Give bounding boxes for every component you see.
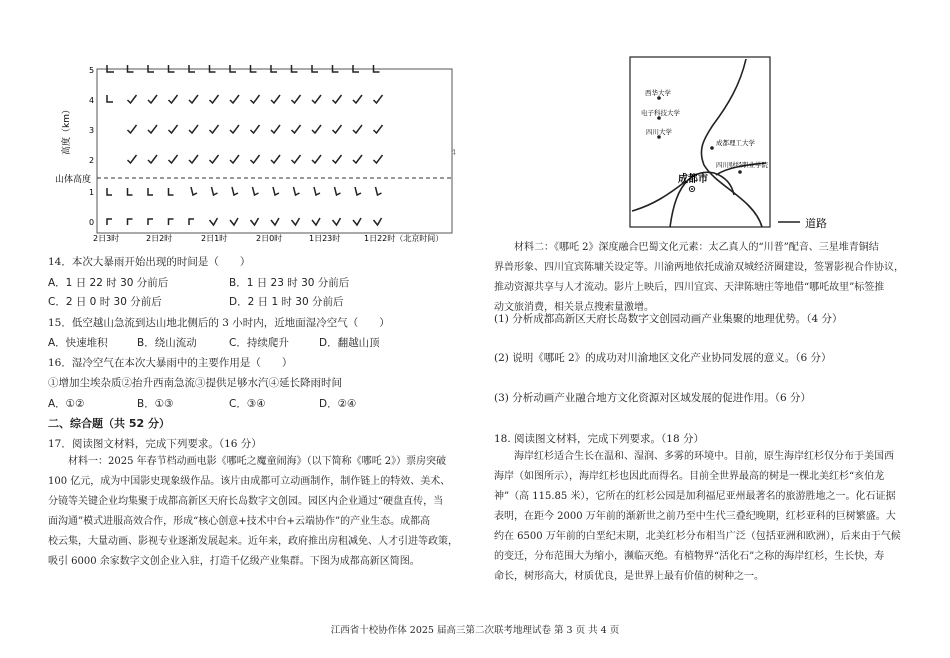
x-tick-label: 2日1时	[201, 234, 228, 243]
y-tick-label: 2	[89, 156, 95, 165]
q17-material2-line: 动文旅消费，相关景点搜索量激增。	[494, 302, 654, 313]
q18-material-line: 海岸（如图所示），海岸红杉也因此而得名。目前全世界最高的树是一棵北美红杉“亥伯龙	[494, 471, 885, 482]
wind-barb	[128, 95, 137, 103]
q15-option-b: B．绕山流动	[137, 337, 197, 349]
wind-barb	[212, 187, 218, 195]
q17-material1	[48, 452, 458, 572]
wind-barb	[333, 95, 342, 103]
wind-barb	[251, 155, 260, 163]
university-dot	[738, 170, 742, 174]
wind-barb	[169, 95, 178, 103]
wind-barb	[210, 125, 219, 133]
wind-barb	[107, 188, 112, 195]
q16-option-a: A．①②	[48, 398, 85, 410]
wind-barb	[189, 155, 198, 163]
y-axis-label: 高度（km）	[62, 105, 72, 155]
page-footer: 江西省十校协作体 2025 届高三第二次联考地理试卷 第 3 页 共 4 页	[330, 625, 620, 636]
wind-barb	[148, 125, 157, 133]
wind-barb	[335, 187, 341, 195]
wind-barb	[251, 218, 259, 225]
wind-barb	[230, 218, 238, 225]
q17-material2	[494, 238, 914, 318]
wind-barb	[292, 125, 301, 133]
wind-barb	[355, 187, 361, 195]
q17-material1-line: 材料一：2025 年春节档动画电影《哪吒之魔童闹海》（以下简称《哪吒 2》）票房突破	[68, 456, 447, 467]
wind-barb	[374, 95, 383, 103]
q15-option-c: C．持续爬升	[229, 337, 289, 349]
wind-barb	[169, 188, 174, 195]
wind-barb	[191, 187, 197, 195]
wind-barb	[374, 155, 383, 163]
wind-barb	[374, 125, 383, 133]
q17-material2-line: 推动资源共享与人才流动。影片上映后，四川宜宾、天津陈塘庄等地借“哪吒故里”标签推	[494, 282, 885, 293]
wind-barb	[271, 155, 280, 163]
wind-barb	[353, 95, 362, 103]
wind-barb	[333, 218, 341, 225]
wind-barb	[312, 125, 321, 133]
q17-sub3: (3) 分析动画产业融合地方文化资源对区域发展的促进作用。（6 分）	[494, 392, 811, 404]
wind-barb	[333, 155, 342, 163]
wind-barb	[230, 125, 239, 133]
wind-barb	[107, 95, 113, 102]
wind-barb	[189, 219, 194, 225]
x-tick-label: 2日3时	[93, 234, 120, 243]
q16-items: ①增加尘埃杂质②抬升西南急流③提供足够水汽④延长降雨时间	[48, 377, 342, 389]
map-label-finance: 四川财经职业学院	[716, 161, 768, 169]
x-tick-label: 2日0时	[256, 234, 283, 243]
wind-barb	[210, 218, 218, 225]
wind-barb	[292, 218, 300, 225]
map-city-label: 成都市	[678, 174, 708, 185]
wind-barb	[169, 219, 174, 225]
q17-sub2: (2) 说明《哪吒 2》的成功对川渝地区文化产业协同发展的意义。（6 分）	[494, 352, 832, 364]
q14-option-c: C．2 日 0 时 30 分前后	[48, 296, 162, 308]
x-tick-label: 1日23时	[309, 234, 341, 243]
q18-material-line: 约在 6500 万年前的白垩纪末期，北美红杉分布相当广泛（包括亚洲和欧洲），后来由于气候	[494, 531, 901, 542]
chengdu-map	[628, 55, 868, 235]
q18-material	[494, 447, 914, 587]
y-tick-label: 3	[89, 126, 95, 135]
q15-option-d: D．翻越山顶	[319, 337, 380, 349]
wind-barb	[292, 155, 301, 163]
q17-sub1: (1) 分析成都高新区天府长岛数字文创园动画产业集聚的地理优势。（4 分）	[494, 313, 843, 325]
q17-material1-line: 面沟通”模式进服高效合作，形成“核心创意+技术中台+云端协作”的产业生态。成都高	[48, 516, 431, 527]
wind-barb	[271, 218, 279, 225]
x-ticks	[93, 233, 443, 243]
q17-stem: 17．阅读图文材料，完成下列要求。（16 分）	[48, 438, 262, 450]
wind-barb	[148, 219, 153, 225]
wind-barb	[273, 187, 279, 195]
wind-barb	[251, 95, 260, 103]
q16-option-b: B．①③	[137, 398, 174, 410]
map-label-cdut: 成都理工大学	[716, 139, 755, 147]
wind-profile-svg	[55, 60, 455, 245]
wind-profile-chart	[55, 60, 455, 245]
wind-barb	[312, 95, 321, 103]
wind-barb	[128, 155, 137, 163]
wind-barb	[169, 155, 178, 163]
chart-frame	[97, 69, 452, 233]
wind-barb	[353, 218, 361, 225]
wind-barb	[189, 95, 198, 103]
wind-barb	[148, 95, 157, 103]
wind-barb	[128, 125, 137, 133]
wind-barb	[148, 188, 153, 195]
q14-option-b: B．1 日 23 时 30 分前后	[229, 277, 350, 289]
wind-barb	[271, 125, 280, 133]
wind-barb	[210, 95, 219, 103]
wind-barb	[232, 187, 238, 195]
wind-barb	[292, 95, 301, 103]
q18-material-line: 海岸红杉适合生长在温和、湿润、多雾的环境中。目前，原生海岸红杉仅分布于美国西	[514, 451, 894, 462]
map-label-xihua: 西华大学	[645, 89, 671, 97]
q16-option-c: C．③④	[229, 398, 266, 410]
wind-barb	[107, 219, 112, 225]
x-tick-label: 2日2时	[146, 234, 173, 243]
wind-barb	[374, 218, 382, 225]
section-heading: 二、综合题（共 52 分）	[48, 417, 170, 430]
y-ticks	[89, 66, 94, 227]
chengdu-map-svg	[628, 55, 868, 235]
q16-stem: 16．湿冷空气在本次大暴雨中的主要作用是（ ）	[48, 357, 293, 369]
wind-barb	[189, 125, 198, 133]
wind-barb	[271, 95, 280, 103]
wind-barbs	[107, 65, 383, 225]
map-label-uestc: 电子科技大学	[641, 109, 680, 117]
q16-option-d: D．②④	[319, 398, 357, 410]
q18-material-line: 表明，在距今 2000 万年前的渐新世之前乃至中生代三叠纪晚期，红杉亚科的巨树繁盛。大	[494, 511, 896, 522]
wind-barb	[312, 155, 321, 163]
wind-barb	[333, 125, 342, 133]
q14-stem: 14．本次大暴雨开始出现的时间是（ ）	[48, 256, 251, 268]
wind-barb	[128, 188, 133, 195]
wind-barb	[210, 155, 219, 163]
wind-barb	[353, 155, 362, 163]
q18-stem: 18. 阅读图文材料，完成下列要求。（18 分）	[494, 433, 704, 445]
q17-material1-line: 分镜等关键企业均集聚于成都高新区天府长岛数字文创园。园区内企业通过“硬盘直传，当	[48, 496, 444, 507]
map-label-scu: 四川大学	[646, 128, 672, 136]
y-tick-label: 5	[89, 66, 95, 75]
q17-material1-line: 校云集，大量动画、影视专业逐渐发展起来。近年来，政府推出房租减免、人才引进等政策，	[48, 536, 458, 547]
q18-material-line: 的变迁，分布范围大为缩小，濒临灭绝。有植物界“活化石”之称的海岸红杉，生长快，寿	[494, 551, 885, 562]
q17-material2-line: 界兽形象、四川宜宾陈墉关设定等。川渝两地依托成渝双城经济圈建设，签署影视合作协议，	[494, 262, 904, 273]
wind-barb	[376, 187, 382, 195]
wind-barb	[353, 125, 362, 133]
wind-barb	[251, 125, 260, 133]
map-legend-label: 道路	[805, 217, 827, 230]
q15-option-a: A．快速堆积	[48, 337, 108, 349]
wind-barb	[253, 187, 259, 195]
side-mark: 4	[451, 148, 457, 157]
wind-barb	[314, 187, 320, 195]
wind-barb	[230, 155, 239, 163]
q18-material-line: 命长，树形高大，材质优良，是世界上最有价值的树种之一。	[494, 571, 764, 582]
wind-barb	[312, 218, 320, 225]
q17-material1-line: 吸引 6000 余家数字文创企业入驻，打造千亿级产业集群。下图为成都高新区简图。	[48, 556, 420, 567]
y-tick-label: 4	[89, 96, 95, 105]
q17-material1-line: 100 亿元，成为中国影史现象级作品。该片由成都可立动画制作，制作链上的特效、美术、	[48, 476, 451, 487]
q14-option-a: A．1 日 22 时 30 分前后	[48, 277, 169, 289]
wind-barb	[148, 155, 157, 163]
y-tick-label: 1	[89, 188, 95, 197]
wind-barb	[294, 187, 300, 195]
q17-material2-line: 材料二：《哪吒 2》深度融合巴蜀文化元素：太乙真人的“川普”配音、三星堆青铜结	[514, 242, 879, 253]
q18-material-line: 神”（高 115.85 米），它所在的红杉公园是加利福尼亚州最著名的旅游胜地之一。化石证据	[494, 491, 896, 502]
x-tick-label: 1日22时（北京时间）	[364, 234, 444, 243]
wind-barb	[128, 219, 133, 225]
university-dot	[710, 146, 714, 150]
wind-barb	[230, 95, 239, 103]
q14-option-d: D．2 日 1 时 30 分前后	[229, 296, 344, 308]
y-tick-label: 0	[89, 218, 95, 227]
wind-barb	[169, 125, 178, 133]
q15-stem: 15．低空越山急流到达山地北侧后的 3 小时内，近地面湿冷空气（ ）	[48, 317, 390, 329]
mountain-label: 山体高度	[55, 175, 92, 185]
